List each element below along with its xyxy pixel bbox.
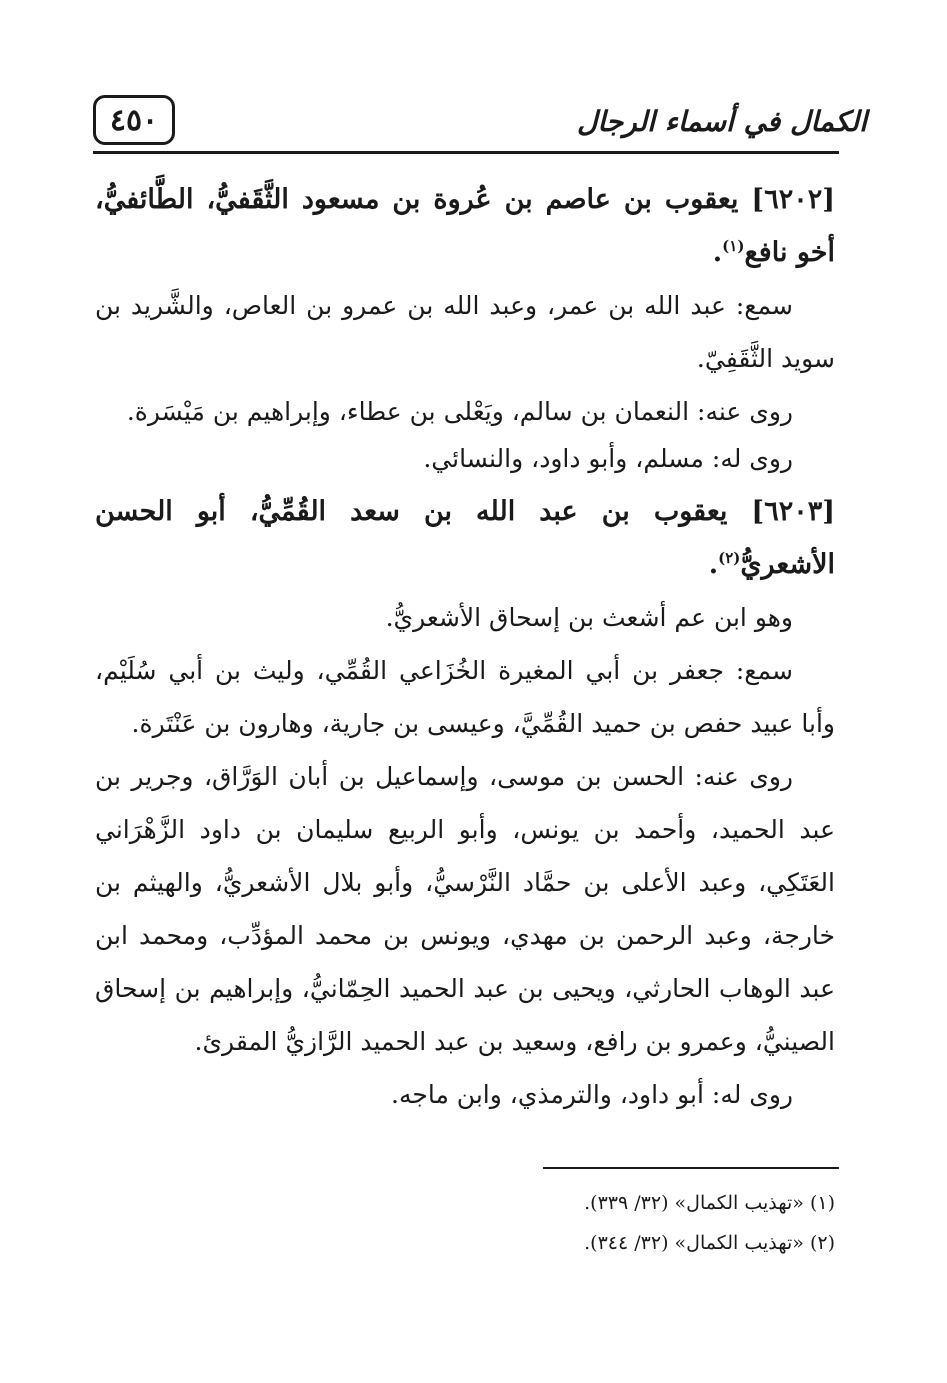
footnote-separator xyxy=(543,1167,839,1169)
entry-title: يعقوب بن عاصم بن عُروة بن مسعود الثَّقَفيُّ، الطَّائفيُّ، أخو نافع xyxy=(95,184,835,268)
entry-heading-6202 xyxy=(95,173,835,279)
footnote-marker: (١) xyxy=(722,237,745,255)
footnote: (١) «تهذيب الكمال» (٣٢/ ٣٣٩). xyxy=(584,1192,835,1214)
footnote: (٢) «تهذيب الكمال» (٣٢/ ٣٤٤). xyxy=(584,1232,835,1254)
header-rule xyxy=(93,151,839,154)
footnote-marker: (٢) xyxy=(718,549,741,567)
paragraph: روى عنه: الحسن بن موسى، وإسماعيل بن أبان الوَرَّاق، وجرير بن عبد الحميد، وأحمد بن يونس، وأبو الربيع سليمان بن داود الزَّهْرَاني العَتَكِي، وعبد الأعلى بن حمَّاد النَّرْسيُّ، وأبو بلال الأشعريُّ، والهيثم بن خارجة، وعبد الرحمن بن مهدي، ويونس بن محمد المؤدِّب، ومحمد ابن عبد الوهاب الحارثي، ويحيى بن عبد الحميد الحِمّانيُّ، وإبراهيم بن إسحاق الصينيُّ، وعمرو بن رافع، وسعيد بن عبد الحميد الرَّازيُّ المقرئ. xyxy=(95,762,835,1056)
running-title: الكمال في أسماء الرجال xyxy=(577,104,867,138)
paragraph: روى له: أبو داود، والترمذي، وابن ماجه. xyxy=(391,1080,793,1109)
page-number-text: ٤٥٠ xyxy=(109,102,159,138)
entry-title: يعقوب بن عبد الله بن سعد القُمِّيُّ، أبو الحسن الأشعريُّ xyxy=(95,496,835,580)
entry-title-end: . xyxy=(708,549,719,580)
paragraph: سمع: عبد الله بن عمر، وعبد الله بن عمرو بن العاص، والشَّريد بن سويد الثَّقَفِيّ. xyxy=(95,291,835,373)
entry-heading-6203 xyxy=(95,485,835,591)
paragraph: سمع: جعفر بن أبي المغيرة الخُزَاعي القُمِّي، وليث بن أبي سُلَيْم، وأبا عبيد حفص بن حميد القُمِّيَّ، وعيسى بن جارية، وهارون بن عَنْتَرة. xyxy=(95,656,835,738)
entry-number: [٦٢٠٢] xyxy=(751,184,835,215)
paragraph: وهو ابن عم أشعث بن إسحاق الأشعريُّ. xyxy=(385,603,793,632)
page-number xyxy=(93,95,175,145)
entry-number: [٦٢٠٣] xyxy=(751,496,835,527)
paragraph: روى عنه: النعمان بن سالم، ويَعْلى بن عطاء، وإبراهيم بن مَيْسَرة. xyxy=(126,397,793,426)
main-text xyxy=(95,173,835,1121)
footnotes xyxy=(95,1183,835,1263)
entry-title-end: . xyxy=(712,237,723,268)
paragraph: روى له: مسلم، وأبو داود، والنسائي. xyxy=(423,444,793,473)
